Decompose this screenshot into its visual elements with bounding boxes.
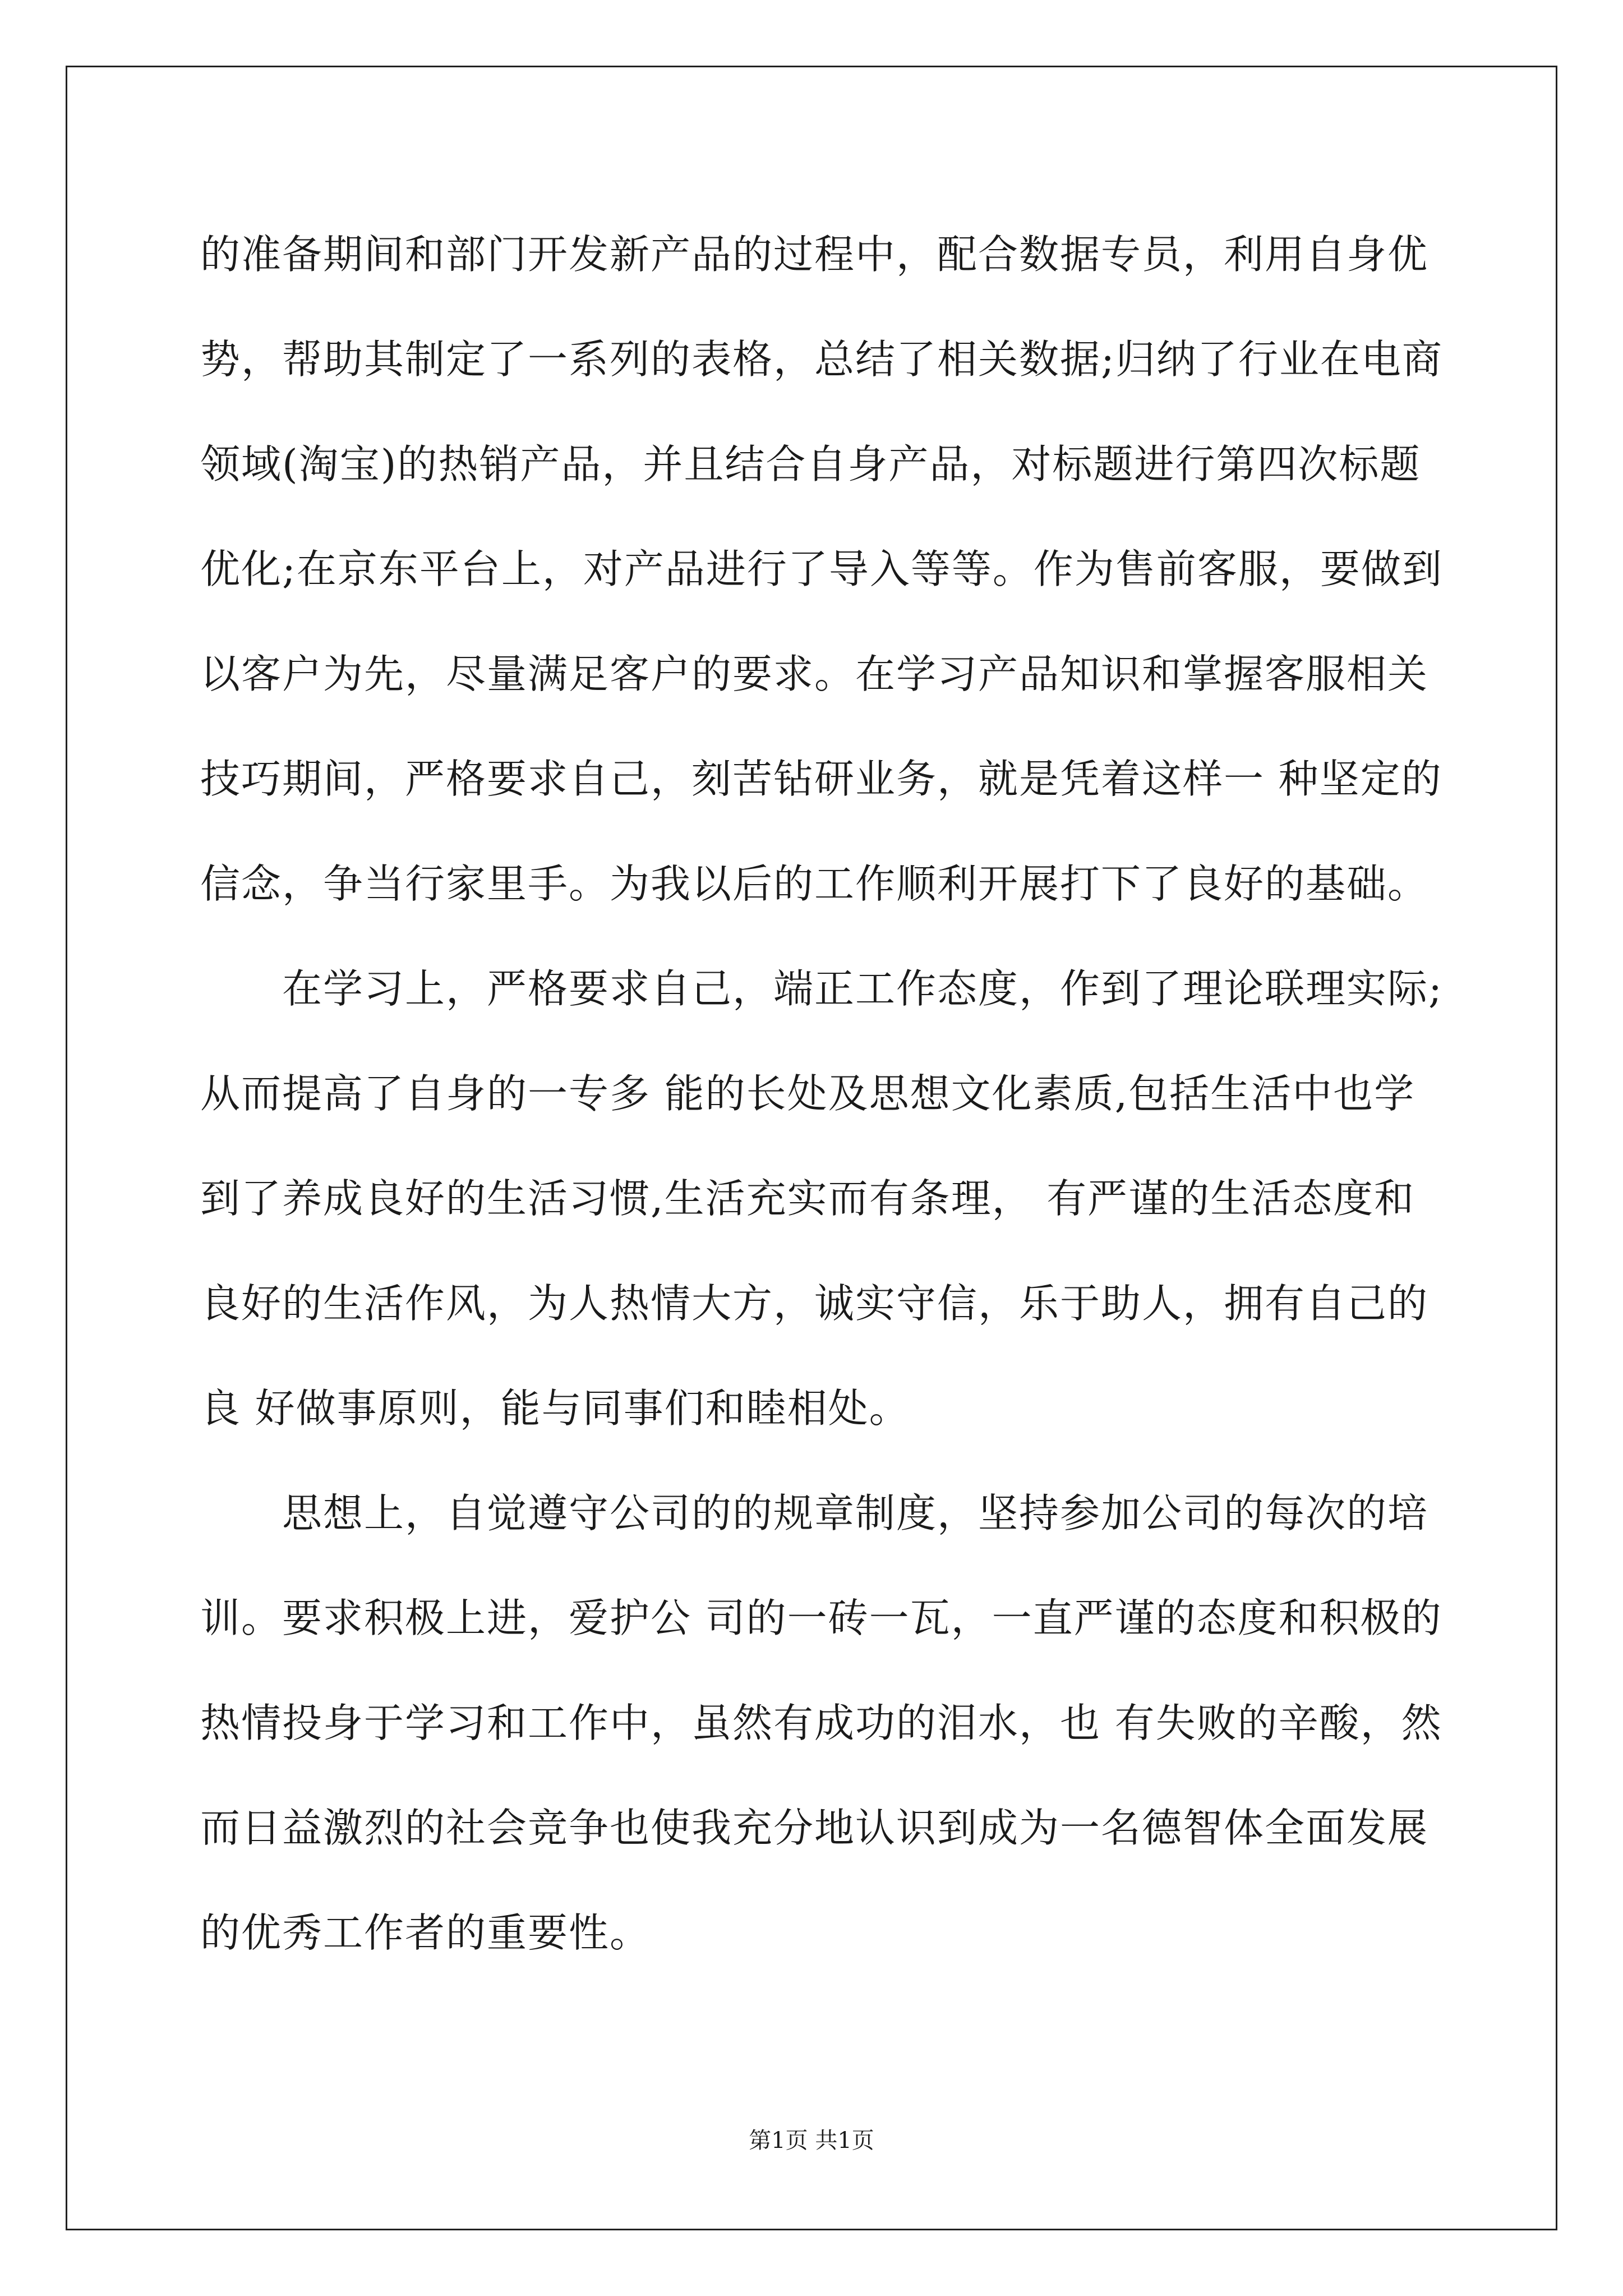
paragraph-2 [200, 936, 1443, 1461]
text-line: 优化;在京东平台上，对产品进行了导入等等。作为售前客服，要做到 [200, 546, 1443, 592]
text-line: 思想上，自觉遵守公司的的规章制度，坚持参加公司的每次的培 [200, 1490, 1429, 1536]
text-line: 势，帮助其制定了一系列的表格，总结了相关数据;归纳了行业在电商 [200, 336, 1443, 383]
paragraph-3 [200, 1461, 1442, 1985]
text-line: 从而提高了自身的一专多 能的长处及思想文化素质,包括生活中也学 [200, 1070, 1415, 1117]
text-line: 良 好做事原则，能与同事们和睦相处。 [200, 1385, 910, 1432]
text-line: 的优秀工作者的重要性。 [200, 1910, 651, 1956]
text-line: 信念，争当行家里手。为我以后的工作顺利开展打下了良好的基础。 [200, 861, 1429, 907]
page-number-footer: 第1页 共1页 [749, 2128, 874, 2154]
text-line: 以客户为先，尽量满足客户的要求。在学习产品知识和掌握客服相关 [200, 651, 1429, 697]
text-line: 良好的生活作风，为人热情大方，诚实守信，乐于助人，拥有自己的 [200, 1280, 1429, 1327]
text-line: 技巧期间，严格要求自己，刻苦钻研业务，就是凭着这样一 种坚定的 [200, 756, 1442, 802]
text-line: 到了养成良好的生活习惯,生活充实而有条理， 有严谨的生活态度和 [200, 1175, 1415, 1222]
text-line: 而日益激烈的社会竞争也使我充分地认识到成为一名德智体全面发展 [200, 1805, 1429, 1851]
text-line: 在学习上，严格要求自己，端正工作态度，作到了理论联理实际; [200, 965, 1443, 1012]
document-body [200, 202, 1443, 1985]
text-line: 领域(淘宝)的热销产品，并且结合自身产品，对标题进行第四次标题 [200, 441, 1421, 487]
text-line: 的准备期间和部门开发新产品的过程中，配合数据专员，利用自身优 [200, 231, 1429, 278]
paragraph-1 [200, 202, 1443, 936]
text-line: 热情投身于学习和工作中，虽然有成功的泪水，也 有失败的辛酸，然 [200, 1700, 1442, 1746]
text-line: 训。要求积极上进，爱护公 司的一砖一瓦，一直严谨的态度和积极的 [200, 1595, 1442, 1641]
